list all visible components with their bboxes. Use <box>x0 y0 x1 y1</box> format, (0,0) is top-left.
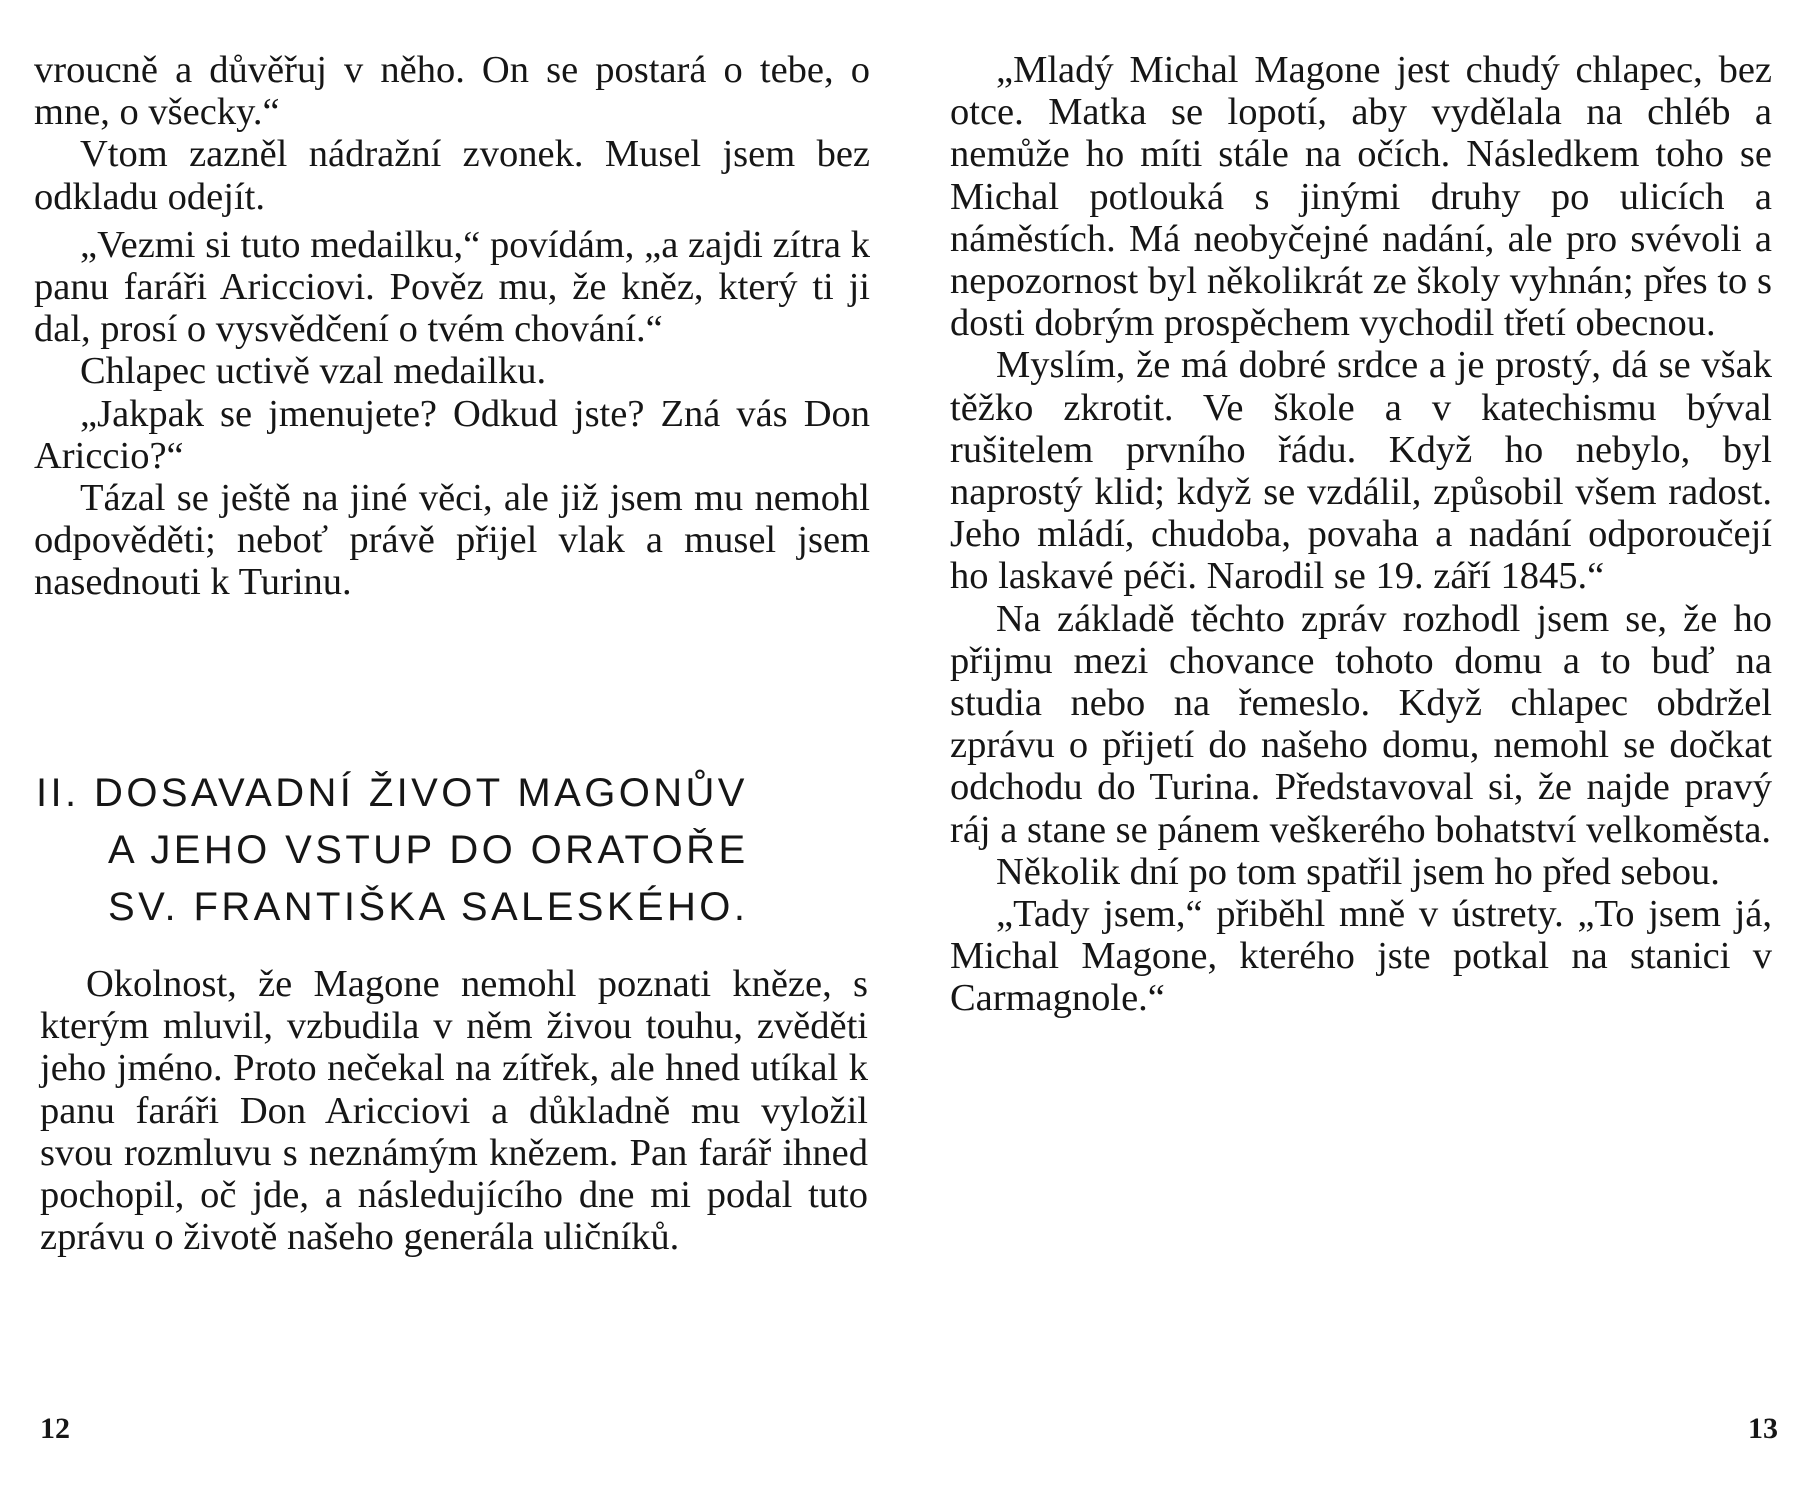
right-text <box>950 49 1772 1020</box>
paragraph: „Jakpak se jmenujete? Odkud jste? Zná vás Don Ariccio?“ <box>34 392 870 477</box>
paragraph: Okolnost, že Magone nemohl poznati kněze, s kterým mluvil, vzbudila v něm živou touhu, zvěděti jeho jméno. Proto nečekal na zítřek, ale hned utíkal k panu faráři Don Aricciovi a důkladně mu vyložil svou rozmluvu s neznámým knězem. Pan farář ihned pochopil, oč jde, a následujícího dne mi podal tuto zprávu o životě našeho generála uličníků. <box>40 963 868 1259</box>
paragraph: „Tady jsem,“ přiběhl mně v ústrety. „To jsem já, Michal Magone, kterého jste potkal na stanici v Carmagnole.“ <box>950 893 1772 1020</box>
paragraph: „Vezmi si tuto medailku,“ povídám, „a zajdi zítra k panu faráři Aricciovi. Pověz mu, že kněz, který ti ji dal, prosí o vysvědčení o tvém chování.“ <box>34 223 870 351</box>
paragraph: Na základě těchto zpráv rozhodl jsem se, že ho přijmu mezi chovance tohoto domu a to buď na studia nebo na řemeslo. Když chlapec obdržel zprávu o přijetí do našeho domu, nemohl se dočkat odchodu do Turina. Představoval si, že najde pravý ráj a stane se pánem veškerého bohatství velkoměsta. <box>950 597 1772 851</box>
paragraph: vroucně a důvěřuj v něho. On se postará o tebe, o mne, o všecky.“ <box>34 49 870 134</box>
paragraph: „Mladý Michal Magone jest chudý chlapec, bez otce. Matka se lopotí, aby vydělala na chléb a nemůže ho míti stále na očích. Následkem toho se Michal potlouká s jinými druhy po ulicích a náměstích. Má neobyčejné nadání, ale pro svévoli a nepozornost byl několikrát ze školy vyhnán; přes to s dosti dobrým prospěchem vychodil třetí obecnou. <box>950 49 1772 345</box>
paragraph: Tázal se ještě na jiné věci, ale již jsem mu nemohl odpověděti; neboť právě přijel vlak a musel jsem nasednouti k Turinu. <box>34 477 870 604</box>
paragraph: Myslím, že má dobré srdce a je prostý, dá se však těžko zkrotit. Ve škole a v katechismu býval rušitelem prvního řádu. Když ho nebylo, byl naprostý klid; když se vzdálil, způsobil všem radost. Jeho mládí, chudoba, povaha a nadání odporoučejí ho laskavé péči. Narodil se 19. září 1845.“ <box>950 344 1772 598</box>
chapter-heading <box>36 765 876 936</box>
chapter-heading-line: A JEHO VSTUP DO ORATOŘE <box>108 828 749 872</box>
paragraph: Chlapec uctivě vzal medailku. <box>80 350 547 393</box>
left-top-text <box>34 49 870 604</box>
chapter-heading-line: II. DOSAVADNÍ ŽIVOT MAGONŮV <box>36 771 748 815</box>
paragraph: Několik dní po tom spatřil jsem ho před sebou. <box>996 850 1720 893</box>
chapter-heading-line: SV. FRANTIŠKA SALESKÉHO. <box>108 885 749 929</box>
page-number: 13 <box>1748 1412 1778 1445</box>
right-page <box>902 0 1804 1500</box>
left-bottom-text <box>40 963 868 1258</box>
paragraph: Vtom zazněl nádražní zvonek. Musel jsem bez odkladu odejít. <box>34 133 870 218</box>
page-number: 12 <box>40 1412 70 1445</box>
